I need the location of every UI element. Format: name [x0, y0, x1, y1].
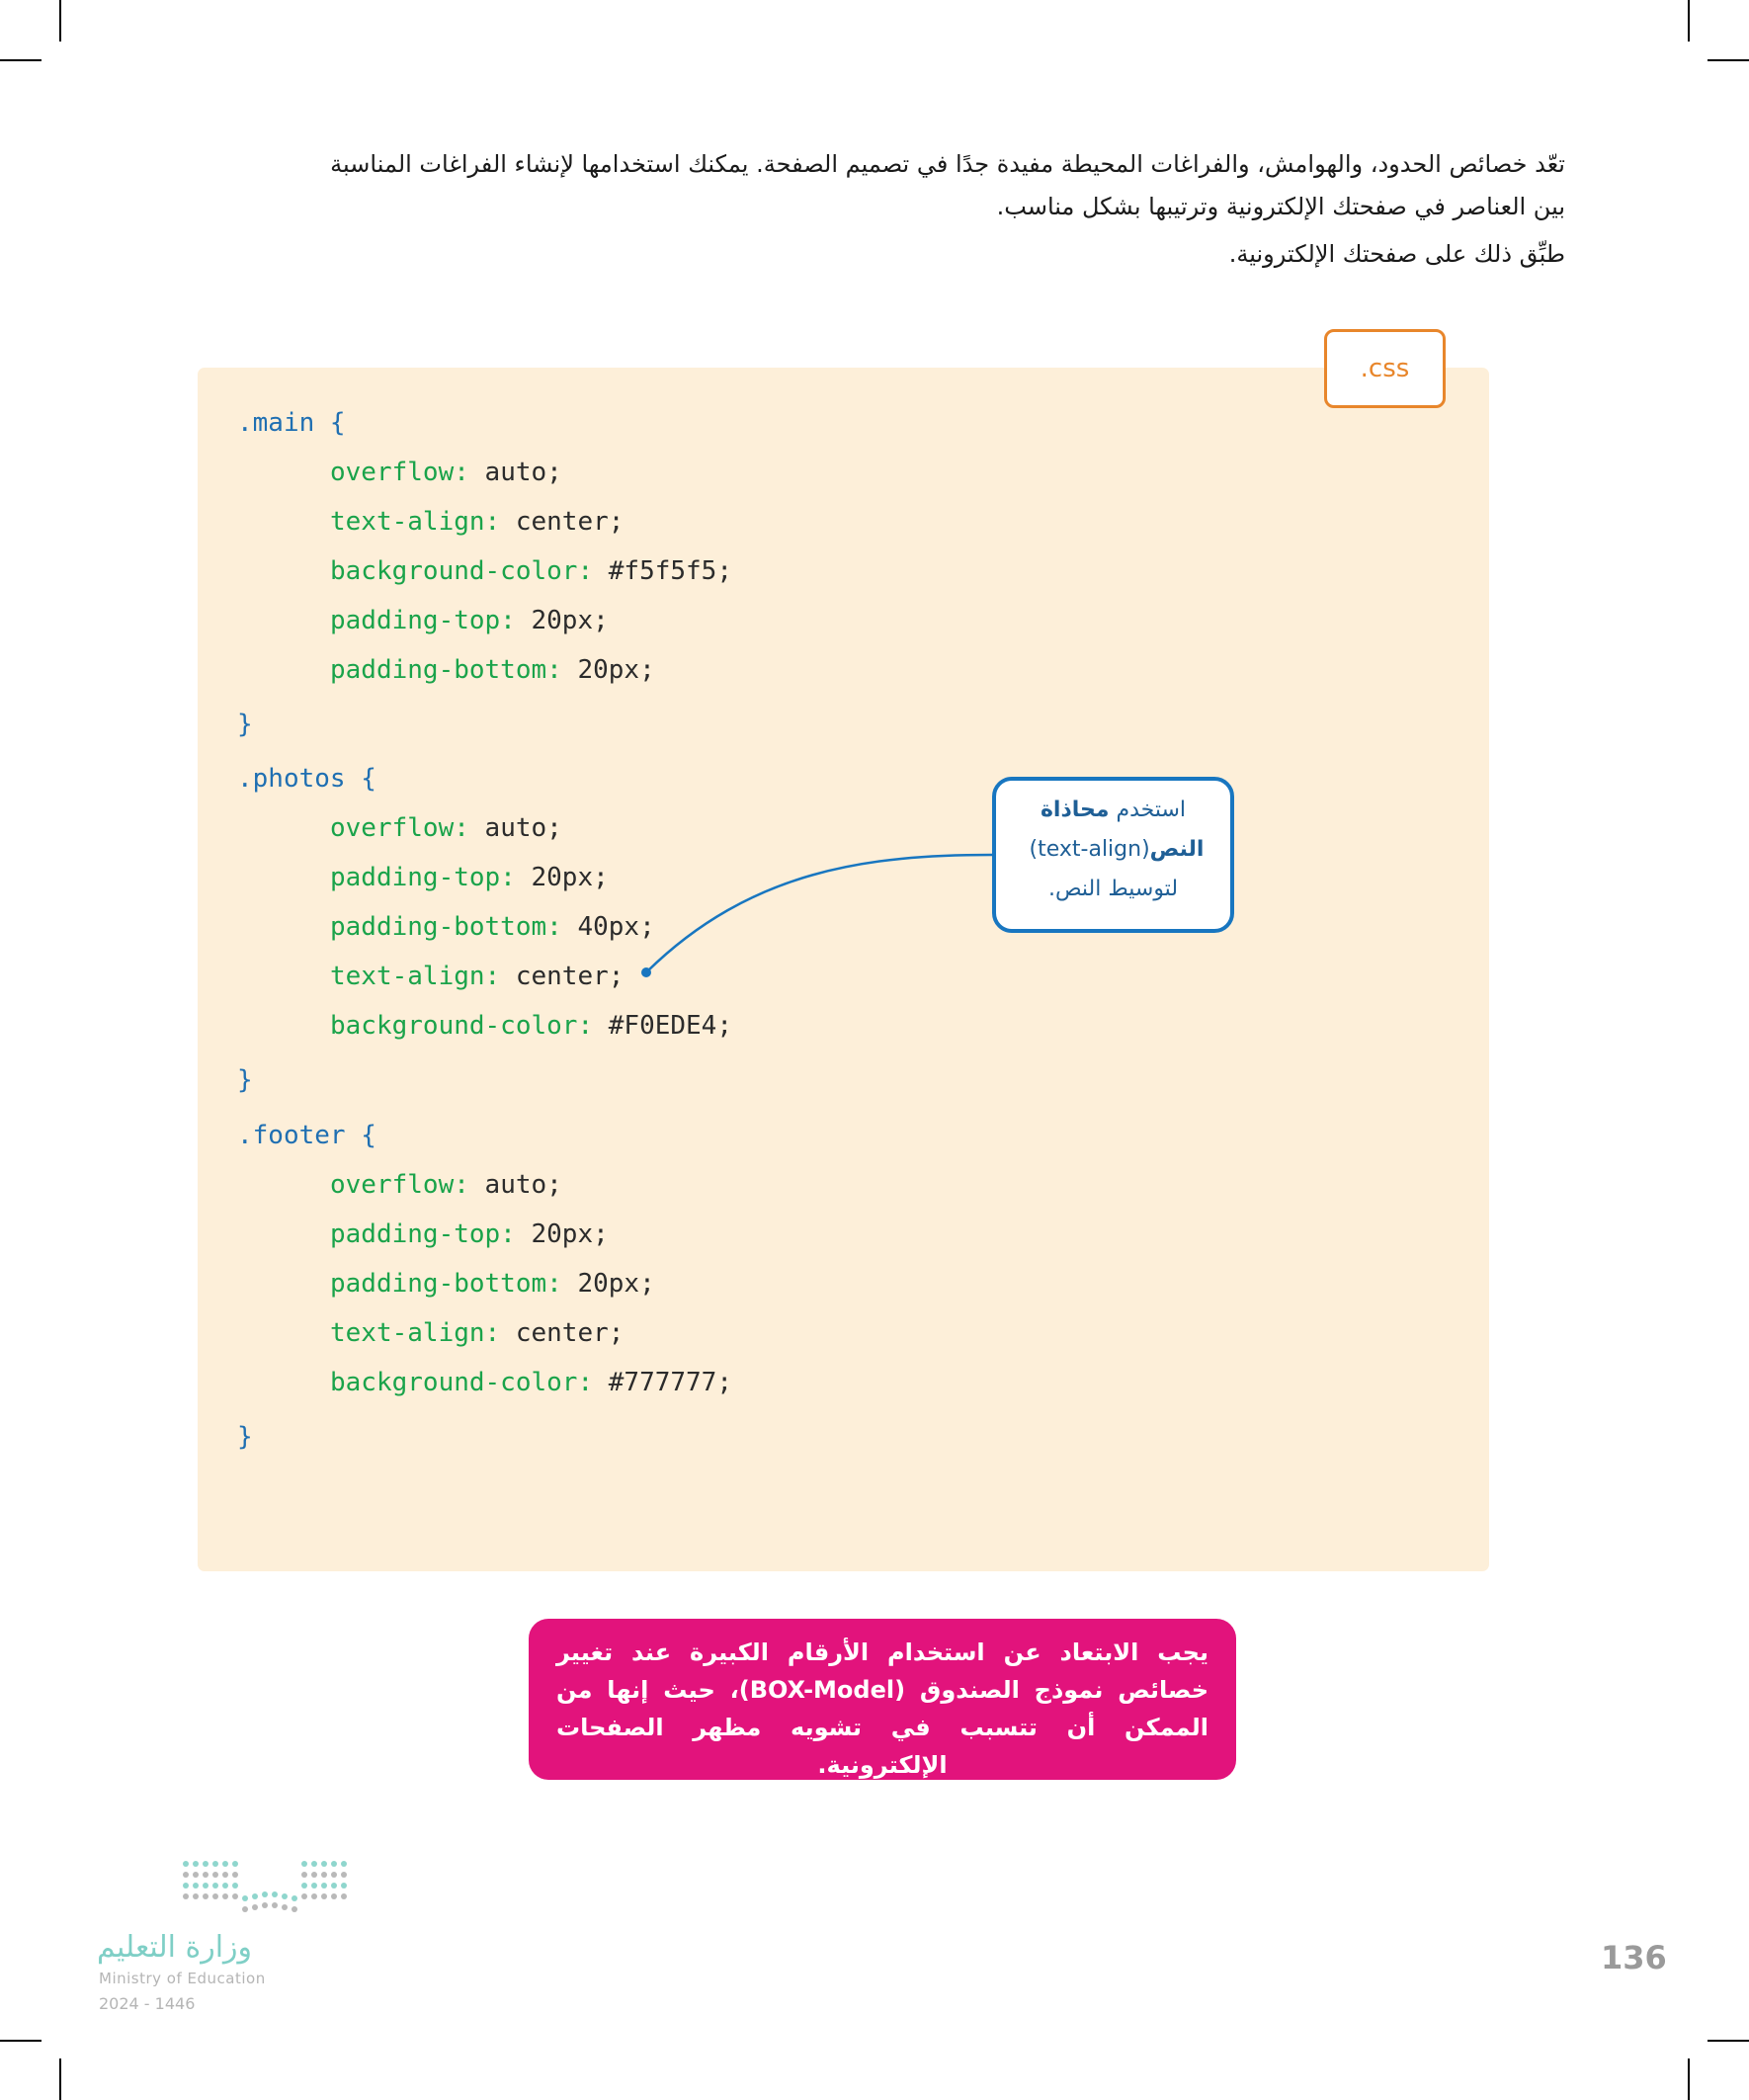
- code-value: 20px;: [561, 1269, 655, 1299]
- logo-dot: [193, 1872, 199, 1878]
- code-property: padding-top:: [330, 863, 516, 892]
- logo-dot: [292, 1895, 297, 1901]
- logo-dot: [341, 1861, 347, 1867]
- logo-dot: [232, 1883, 238, 1889]
- logo-dot: [321, 1872, 327, 1878]
- logo-dot: [242, 1906, 248, 1912]
- logo-dot: [203, 1883, 208, 1889]
- logo-dot: [252, 1893, 258, 1899]
- code-property: padding-bottom:: [330, 1269, 562, 1299]
- ministry-logo-icon: [178, 1856, 356, 1917]
- code-value: 20px;: [515, 1219, 609, 1249]
- code-property: overflow:: [330, 1170, 469, 1200]
- code-selector: .photos {: [237, 764, 376, 794]
- logo-dot: [341, 1883, 347, 1889]
- code-selector: .main {: [237, 408, 346, 438]
- logo-dot: [212, 1883, 218, 1889]
- code-property: text-align:: [330, 507, 501, 537]
- callout-line-1: استخدم محاذاة: [1040, 798, 1187, 822]
- code-value: center;: [500, 1318, 625, 1348]
- logo-dot: [272, 1902, 278, 1908]
- logo-dot: [193, 1893, 199, 1899]
- code-property: text-align:: [330, 962, 501, 991]
- logo-dot: [301, 1893, 307, 1899]
- logo-dot: [183, 1872, 189, 1878]
- logo-dot: [331, 1893, 337, 1899]
- intro-line-1: تعّد خصائص الحدود، والهوامش، والفراغات المحيطة مفيدة جدًا في تصميم الصفحة. يمكنك استخدامها لإنشاء الفراغات المناسبة: [330, 150, 1565, 178]
- logo-dot: [232, 1872, 238, 1878]
- logo-dot: [212, 1861, 218, 1867]
- logo-dot: [331, 1861, 337, 1867]
- css-file-tag: .css: [1324, 329, 1446, 408]
- tip-callout: [992, 777, 1234, 933]
- logo-dot: [321, 1861, 327, 1867]
- logo-dot: [242, 1895, 248, 1901]
- logo-english-text: Ministry of Education: [99, 1970, 266, 1987]
- code-selector: }: [237, 710, 253, 739]
- callout-line-2: النص (text-align): [1022, 837, 1205, 862]
- code-value: #F0EDE4;: [593, 1011, 732, 1041]
- logo-dot: [262, 1891, 268, 1897]
- logo-dot: [311, 1883, 317, 1889]
- intro-line-1b: بين العناصر في صفحتك الإلكترونية وترتيبها بشكل مناسب.: [996, 193, 1565, 220]
- logo-dot: [183, 1861, 189, 1867]
- callout-line-3: لتوسيط النص.: [1047, 877, 1179, 901]
- logo-dot: [272, 1891, 278, 1897]
- logo-dot: [301, 1872, 307, 1878]
- code-value: 40px;: [561, 912, 655, 942]
- logo-dot: [212, 1872, 218, 1878]
- intro-line-2: طبِّق ذلك على صفحتك الإلكترونية.: [1228, 240, 1565, 268]
- logo-dot: [203, 1861, 208, 1867]
- logo-dot: [222, 1893, 228, 1899]
- logo-dot: [292, 1906, 297, 1912]
- code-property: overflow:: [330, 458, 469, 487]
- code-value: auto;: [468, 458, 562, 487]
- code-property: text-align:: [330, 1318, 501, 1348]
- code-value: #777777;: [593, 1368, 732, 1397]
- logo-dot: [203, 1893, 208, 1899]
- code-value: center;: [500, 962, 625, 991]
- code-value: center;: [500, 507, 625, 537]
- logo-dot: [222, 1861, 228, 1867]
- logo-dot: [321, 1883, 327, 1889]
- warning-note: يجب الابتعاد عن استخدام الأرقام الكبيرة عند تغيير خصائص نموذج الصندوق (BOX-Model)، حيث إنها من الممكن أن تتسبب في تشويه مظهر الصفحات الإلكترونية.: [529, 1619, 1236, 1780]
- code-property: overflow:: [330, 813, 469, 843]
- code-selector: }: [237, 1065, 253, 1095]
- logo-dot: [311, 1893, 317, 1899]
- page-number: 136: [1601, 1939, 1667, 1976]
- logo-dot: [301, 1883, 307, 1889]
- logo-dot: [341, 1872, 347, 1878]
- logo-dot: [331, 1872, 337, 1878]
- logo-year-text: 2024 - 1446: [99, 1994, 196, 2013]
- logo-dot: [193, 1883, 199, 1889]
- logo-dot: [341, 1893, 347, 1899]
- logo-dot: [262, 1902, 268, 1908]
- logo-dot: [212, 1893, 218, 1899]
- logo-dot: [331, 1883, 337, 1889]
- logo-dot: [183, 1893, 189, 1899]
- logo-dot: [232, 1861, 238, 1867]
- code-value: 20px;: [515, 606, 609, 635]
- logo-dot: [222, 1872, 228, 1878]
- logo-dot: [193, 1861, 199, 1867]
- code-value: #f5f5f5;: [593, 556, 732, 586]
- logo-dot: [252, 1904, 258, 1910]
- code-property: padding-bottom:: [330, 912, 562, 942]
- connector-dot: [641, 967, 651, 977]
- code-value: auto;: [468, 813, 562, 843]
- code-property: background-color:: [330, 1011, 594, 1041]
- logo-dot: [311, 1861, 317, 1867]
- logo-dot: [282, 1904, 288, 1910]
- code-property: padding-bottom:: [330, 655, 562, 685]
- logo-dot: [203, 1872, 208, 1878]
- code-selector: }: [237, 1422, 253, 1452]
- logo-dot: [282, 1893, 288, 1899]
- logo-dot: [232, 1893, 238, 1899]
- logo-dot: [311, 1872, 317, 1878]
- logo-dot: [222, 1883, 228, 1889]
- code-value: auto;: [468, 1170, 562, 1200]
- code-property: padding-top:: [330, 1219, 516, 1249]
- logo-arabic-text: وزارة التعليم: [97, 1930, 253, 1965]
- code-value: 20px;: [515, 863, 609, 892]
- code-property: padding-top:: [330, 606, 516, 635]
- connector-line: [647, 855, 992, 971]
- code-selector: .footer {: [237, 1121, 376, 1150]
- logo-dot: [183, 1883, 189, 1889]
- logo-dot: [321, 1893, 327, 1899]
- code-value: 20px;: [561, 655, 655, 685]
- logo-dot: [301, 1861, 307, 1867]
- code-property: background-color:: [330, 1368, 594, 1397]
- code-property: background-color:: [330, 556, 594, 586]
